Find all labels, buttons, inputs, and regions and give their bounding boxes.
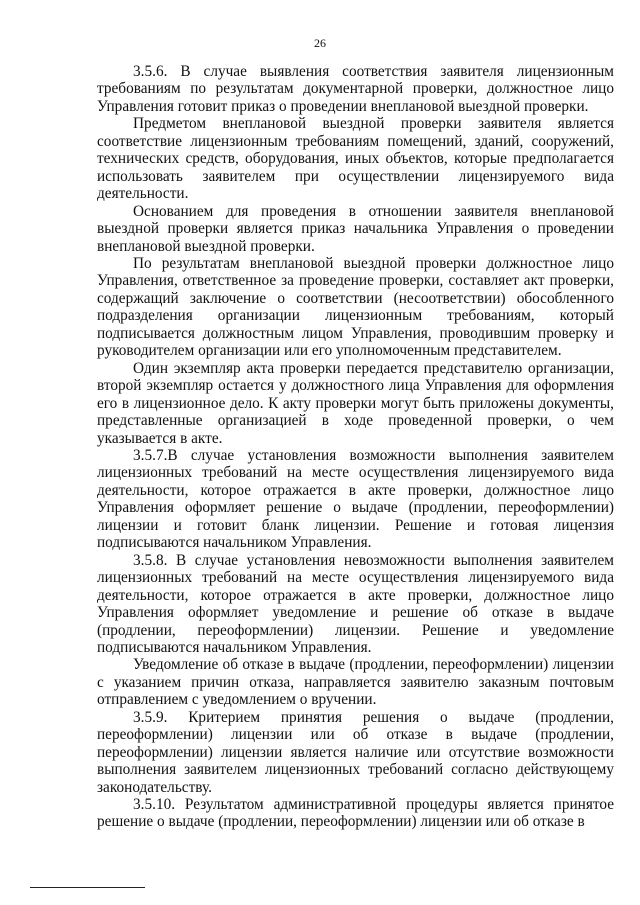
paragraph-refusal-notice: Уведомление об отказе в выдаче (продлении, переоформлении) лицензии с указанием причин отказа, направляется заявителю заказным почтовым отправлением с уведомлением о вручении. — [97, 656, 614, 709]
paragraph-inspection-basis: Основанием для проведения в отношении заявителя внеплановой выездной проверки является приказ начальника Управления о проведении внеплановой выездной проверки. — [97, 202, 614, 255]
footnote-divider — [30, 887, 145, 888]
paragraph-act-copies: Один экземпляр акта проверки передается представителю организации, второй экземпляр остается у должностного лица Управления для оформления его в лицензионное дело. К акту проверки могут быть приложены документы, представленные организацией в ходе проведенной проверки, о чем указывается в акте. — [97, 359, 614, 447]
paragraph-3-5-7: 3.5.7.В случае установления возможности выполнения заявителем лицензионных требований на месте осуществления лицензируемого вида деятельности, которое отражается в акте проверки, должностное лицо Управления оформляет решение о выдаче (продлении, переоформлении) лицензии и готовит бланк лицензии. Решение и готовая лицензия подписываются начальником Управления. — [97, 446, 614, 552]
paragraph-3-5-8: 3.5.8. В случае установления невозможности выполнения заявителем лицензионных требований на месте осуществления лицензируемого вида деятельности, которое отражается в акте проверки, должностное лицо Управления оформляет уведомление и решение об отказе в выдаче (продлении, переоформлении) лицензии. Решение и уведомление подписываются начальником Управления. — [97, 551, 614, 656]
page-number: 26 — [314, 36, 326, 50]
paragraph-3-5-10: 3.5.10. Результатом административной процедуры является принятое решение о выдаче (продлении, переоформлении) лицензии или об отказе в — [97, 796, 614, 831]
paragraph-3-5-9: 3.5.9. Критерием принятия решения о выдаче (продлении, переоформлении) лицензии или об отказе в выдаче (продлении, переоформлении) лицензии является наличие или отсутствие возможности выполнения заявителем лицензионных требований согласно действующему законодательству. — [97, 708, 614, 796]
paragraph-inspection-subject: Предметом внеплановой выездной проверки заявителя является соответствие лицензионным требованиям помещений, зданий, сооружений, технических средств, оборудования, иных объектов, которые предполагается использовать заявителем при осуществлении лицензируемого вида деятельности. — [97, 115, 614, 203]
document-body — [97, 63, 614, 831]
paragraph-inspection-act: По результатам внеплановой выездной проверки должностное лицо Управления, ответственное за проведение проверки, составляет акт проверки, содержащий заключение о соответствии (несоответствии) обособленного подразделения организации лицензионным требованиям, который подписывается должностным лицом Управления, проводившим проверку и руководителем организации или его уполномоченным представителем. — [97, 254, 614, 360]
paragraph-3-5-6: 3.5.6. В случае выявления соответствия заявителя лицензионным требованиям по результатам документарной проверки, должностное лицо Управления готовит приказ о проведении внеплановой выездной проверки. — [97, 63, 614, 115]
